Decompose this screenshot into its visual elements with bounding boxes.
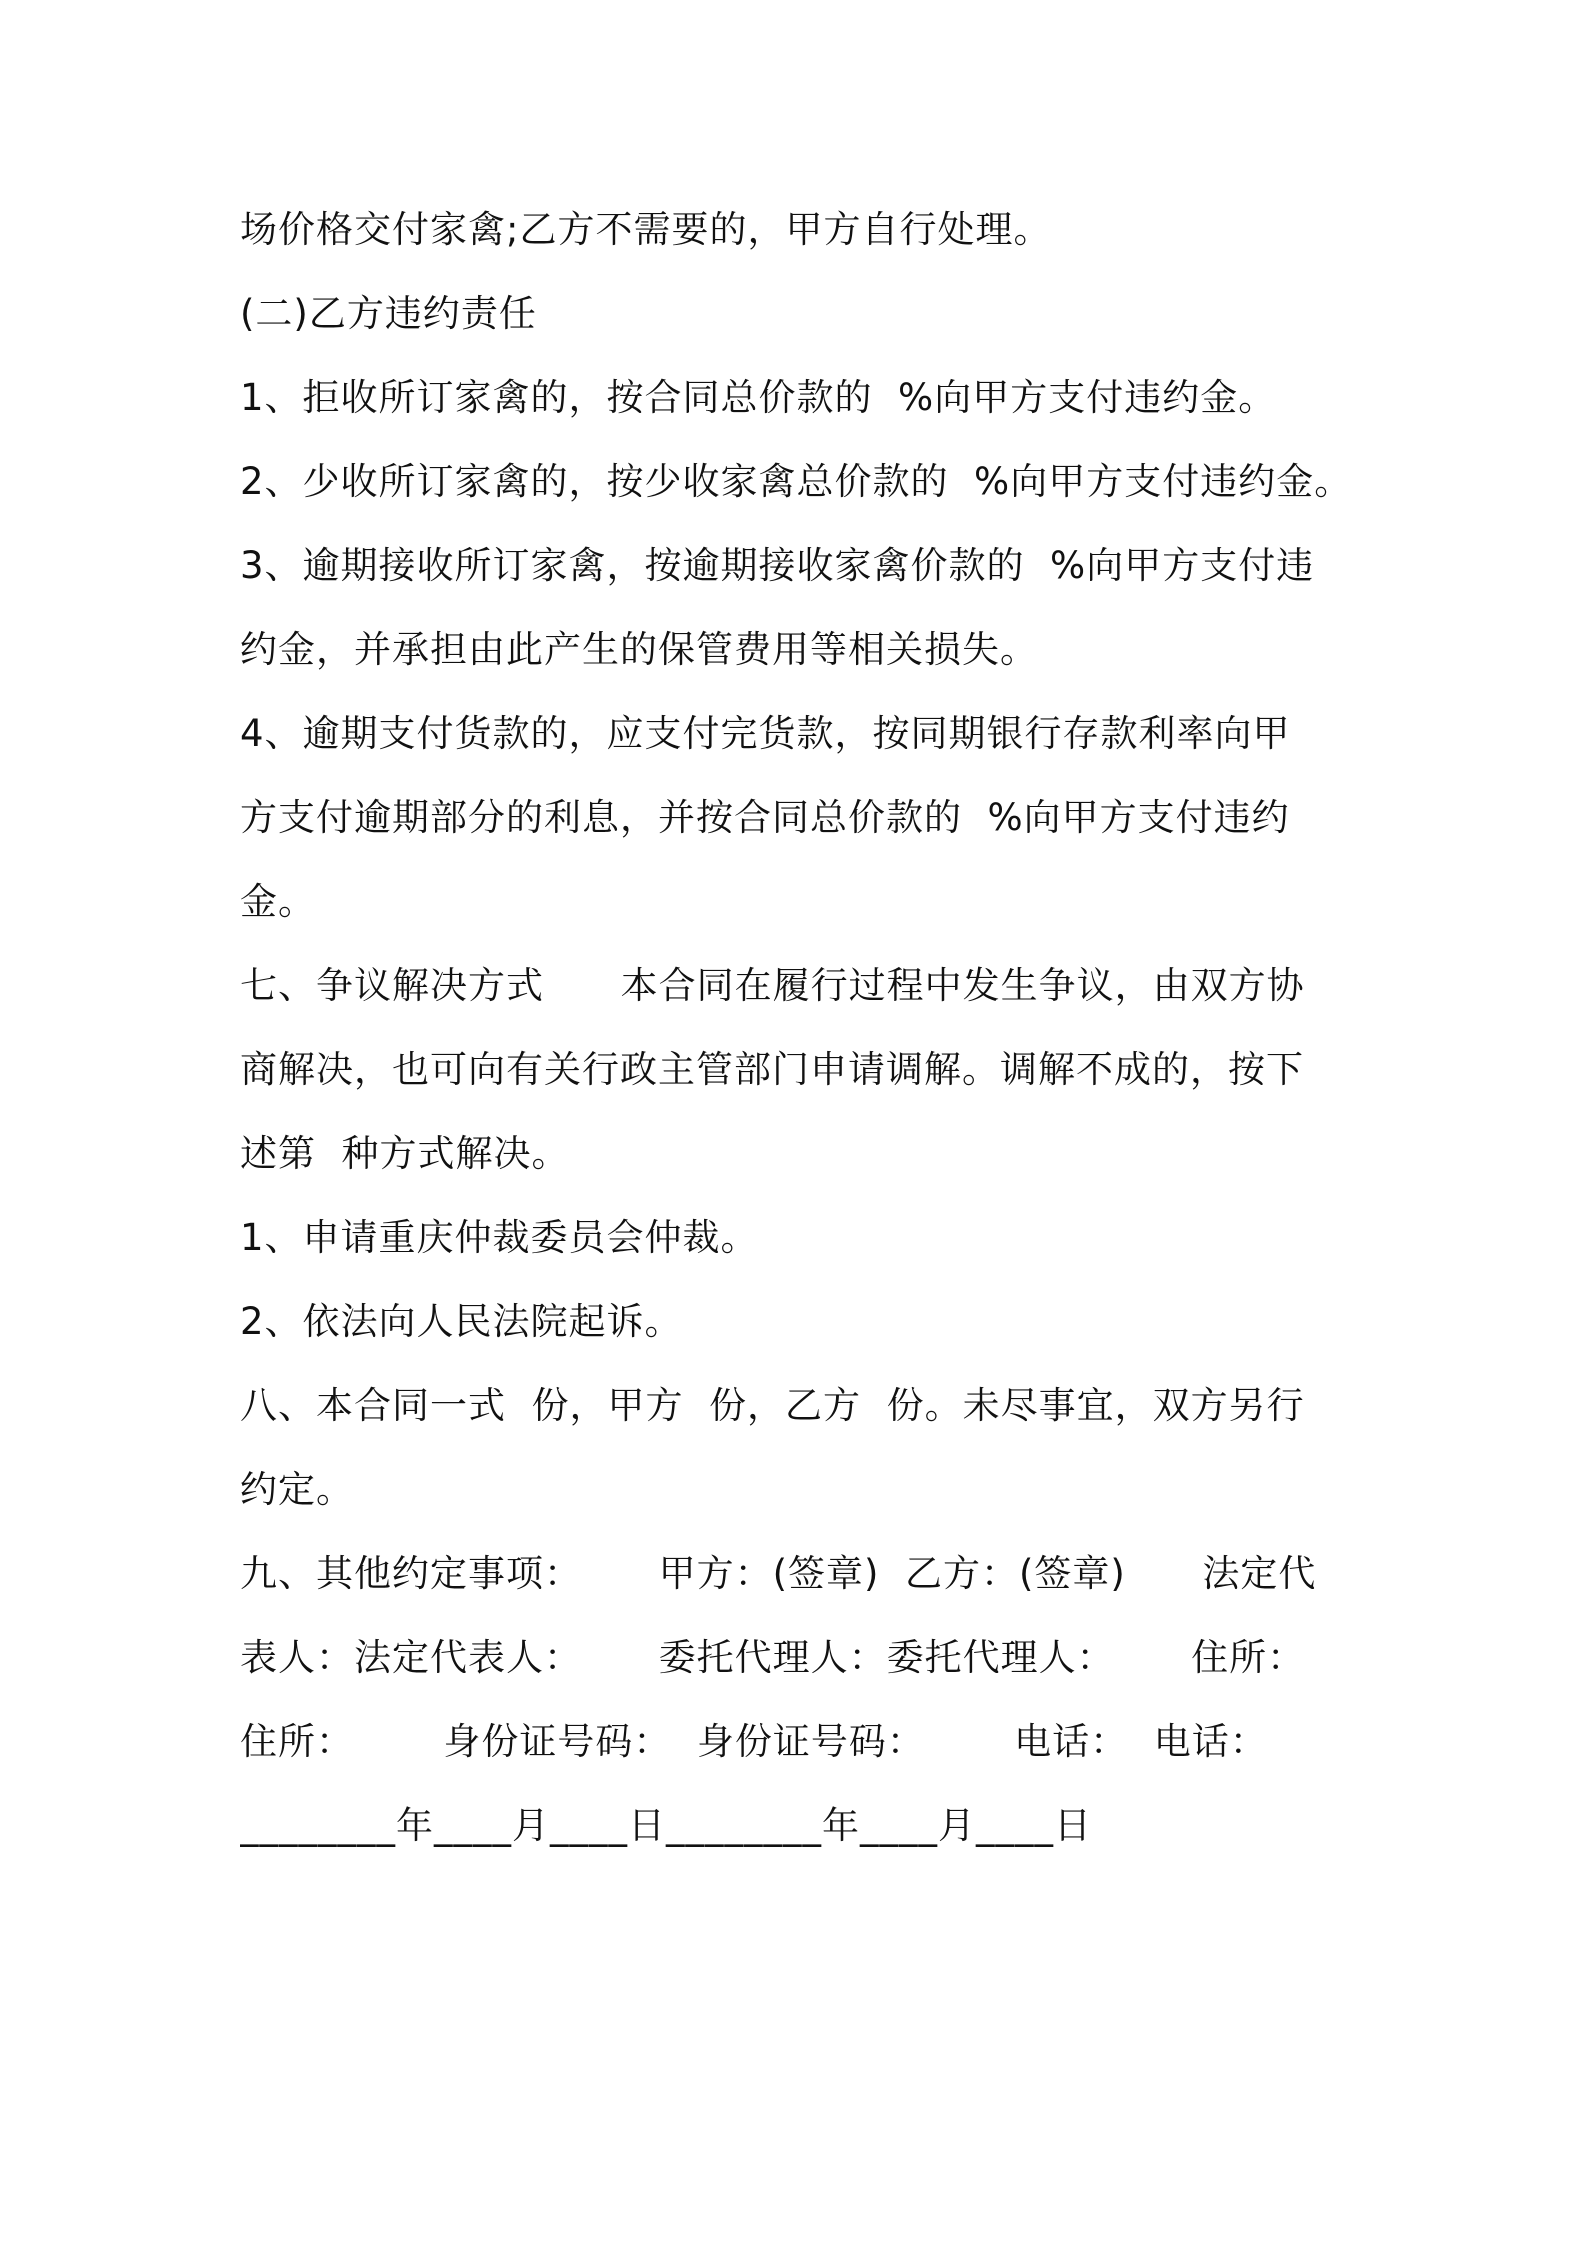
text-line-17: 九、其他约定事项： 甲方：(签章) 乙方：(签章) 法定代	[240, 1552, 1317, 1595]
text-line-16: 约定。	[240, 1468, 354, 1511]
text-line-2: (二)乙方违约责任	[240, 292, 537, 335]
text-line-4: 2、少收所订家禽的，按少收家禽总价款的 %向甲方支付违约金。	[240, 460, 1353, 503]
text-line-11: 商解决，也可向有关行政主管部门申请调解。调解不成的，按下	[240, 1048, 1304, 1091]
text-line-1: 场价格交付家禽;乙方不需要的，甲方自行处理。	[240, 208, 1052, 251]
text-line-20: ________年____月____日________年____月____日	[240, 1804, 1092, 1847]
text-line-15: 八、本合同一式 份，甲方 份，乙方 份。未尽事宜，双方另行	[240, 1384, 1305, 1427]
text-line-7: 4、逾期支付货款的，应支付完货款，按同期银行存款利率向甲	[240, 712, 1291, 755]
text-line-5: 3、逾期接收所订家禽，按逾期接收家禽价款的 %向甲方支付违	[240, 544, 1315, 587]
text-line-18: 表人：法定代表人： 委托代理人：委托代理人： 住所：	[240, 1636, 1306, 1679]
text-line-9: 金。	[240, 880, 316, 923]
text-line-6: 约金，并承担由此产生的保管费用等相关损失。	[240, 628, 1038, 671]
text-line-3: 1、拒收所订家禽的，按合同总价款的 %向甲方支付违约金。	[240, 376, 1277, 419]
text-line-12: 述第 种方式解决。	[240, 1132, 570, 1175]
text-line-13: 1、申请重庆仲裁委员会仲裁。	[240, 1216, 759, 1259]
text-line-19: 住所： 身份证号码： 身份证号码： 电话： 电话：	[240, 1720, 1268, 1763]
text-line-8: 方支付逾期部分的利息，并按合同总价款的 %向甲方支付违约	[240, 796, 1290, 839]
text-line-10: 七、争议解决方式 本合同在履行过程中发生争议，由双方协	[240, 964, 1305, 1007]
contract-text	[240, 188, 1360, 1868]
text-line-14: 2、依法向人民法院起诉。	[240, 1300, 683, 1343]
